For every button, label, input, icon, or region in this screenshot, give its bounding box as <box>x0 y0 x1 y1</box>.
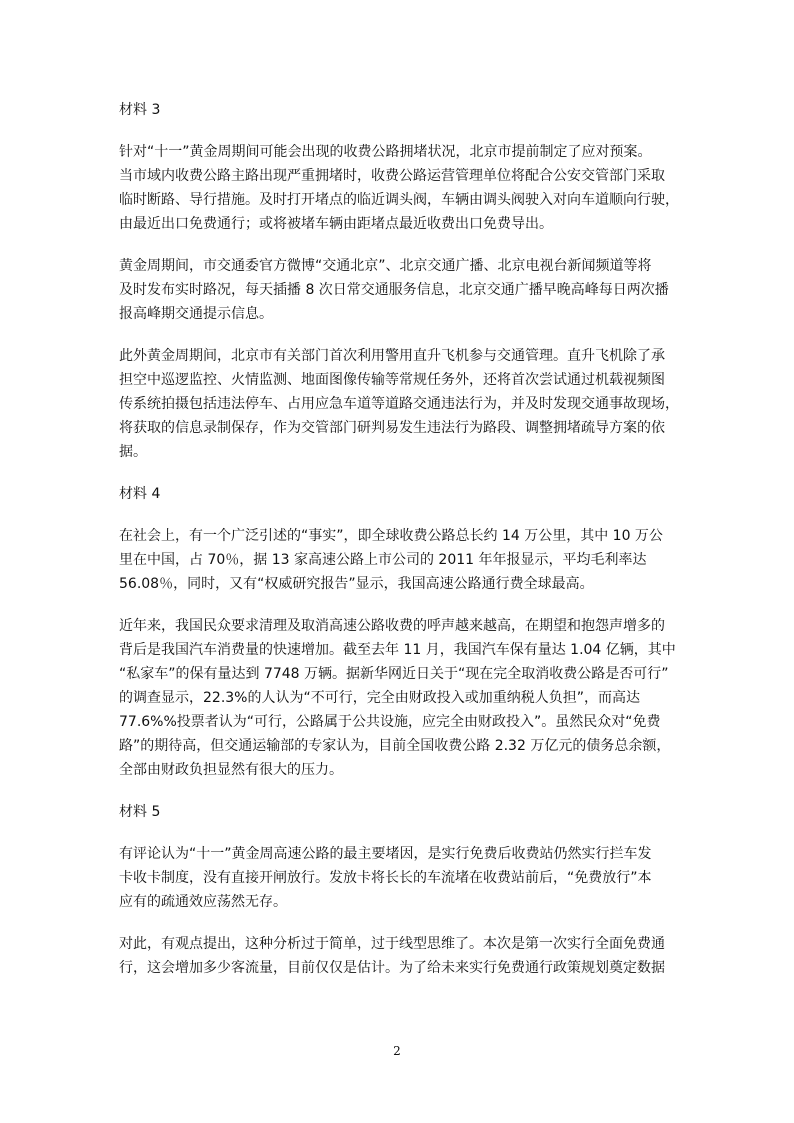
section-heading: 材料 4 <box>119 486 161 502</box>
text-line: 路”的期待高，但交通运输部的专家认为，目前全国收费公路 2.32 万亿元的债务总余额， <box>119 738 671 754</box>
text-line: 据。 <box>119 444 147 460</box>
page-number: 2 <box>393 1044 401 1058</box>
text-line: 行，这会增加多少客流量，目前仅仅是估计。为了给未来实行免费通行政策规划奠定数据 <box>119 960 665 976</box>
paragraph <box>119 524 679 596</box>
text-line: 临时断路、导行措施。及时打开堵点的临近调头阀，车辆由调头阀驶入对向车道顺向行驶， <box>119 192 679 208</box>
text-line: 将获取的信息录制保存，作为交管部门研判易发生违法行为路段、调整拥堵疏导方案的依 <box>119 420 665 436</box>
text-line: 近年来，我国民众要求清理及取消高速公路收费的呼声越来越高，在期望和抱怨声增多的 <box>119 618 665 634</box>
text-line: 担空中巡逻监控、火情监测、地面图像传输等常规任务外，还将首次尝试通过机载视频图 <box>119 372 665 388</box>
text-line: “私家车”的保有量达到 7748 万辆。据新华网近日关于“现在完全取消收费公路是否可行” <box>119 666 669 682</box>
text-line: 里在中国，占 70％，据 13 家高速公路上市公司的 2011 年年报显示，平均毛利率达 <box>119 552 647 568</box>
text-line: 传系统拍摄包括违法停车、占用应急车道等道路交通违法行为，并及时发现交通事故现场， <box>119 396 679 412</box>
document-body <box>119 98 679 998</box>
text-line: 77.6%%投票者认为“可行，公路属于公共设施，应完全由财政投入”。虽然民众对“免费 <box>119 714 661 730</box>
text-line: 在社会上，有一个广泛引述的“事实”，即全球收费公路总长约 14 万公里，其中 10 万公 <box>119 528 663 544</box>
paragraph <box>119 140 679 236</box>
text-line: 对此，有观点提出，这种分析过于简单，过于线型思维了。本次是第一次实行全面免费通 <box>119 936 665 952</box>
text-line: 有评论认为“十一”黄金周高速公路的最主要堵因，是实行免费后收费站仍然实行拦车发 <box>119 846 652 862</box>
paragraph <box>119 254 679 326</box>
paragraph <box>119 842 679 914</box>
text-line: 报高峰期交通提示信息。 <box>119 306 273 322</box>
text-line: 应有的疏通效应荡然无存。 <box>119 894 287 910</box>
paragraph <box>119 344 679 464</box>
section-heading: 材料 5 <box>119 804 161 820</box>
text-line: 背后是我国汽车消费量的快速增加。截至去年 11 月，我国汽车保有量达 1.04 亿辆，其中 <box>119 642 676 658</box>
text-line: 针对“十一”黄金周期间可能会出现的收费公路拥堵状况，北京市提前制定了应对预案。 <box>119 144 652 160</box>
text-line: 由最近出口免费通行；或将被堵车辆由距堵点最近收费出口免费导出。 <box>119 216 553 232</box>
text-line: 此外黄金周期间，北京市有关部门首次利用警用直升飞机参与交通管理。直升飞机除了承 <box>119 348 665 364</box>
text-line: 当市域内收费公路主路出现严重拥堵时，收费公路运营管理单位将配合公安交管部门采取 <box>119 168 665 184</box>
text-line: 黄金周期间，市交通委官方微博“交通北京”、北京交通广播、北京电视台新闻频道等将 <box>119 258 652 274</box>
section-heading: 材料 3 <box>119 102 161 118</box>
text-line: 56.08％，同时，又有“权威研究报告”显示，我国高速公路通行费全球最高。 <box>119 576 594 592</box>
text-line: 的调查显示，22.3%的人认为“不可行，完全由财政投入或加重纳税人负担”，而高达 <box>119 690 640 706</box>
text-line: 卡收卡制度，没有直接开闸放行。发放卡将长长的车流堵在收费站前后，“免费放行”本 <box>119 870 652 886</box>
paragraph <box>119 614 679 782</box>
text-line: 及时发布实时路况，每天插播 8 次日常交通服务信息，北京交通广播早晚高峰每日两次播 <box>119 282 669 298</box>
paragraph <box>119 932 679 980</box>
text-line: 全部由财政负担显然有很大的压力。 <box>119 762 343 778</box>
